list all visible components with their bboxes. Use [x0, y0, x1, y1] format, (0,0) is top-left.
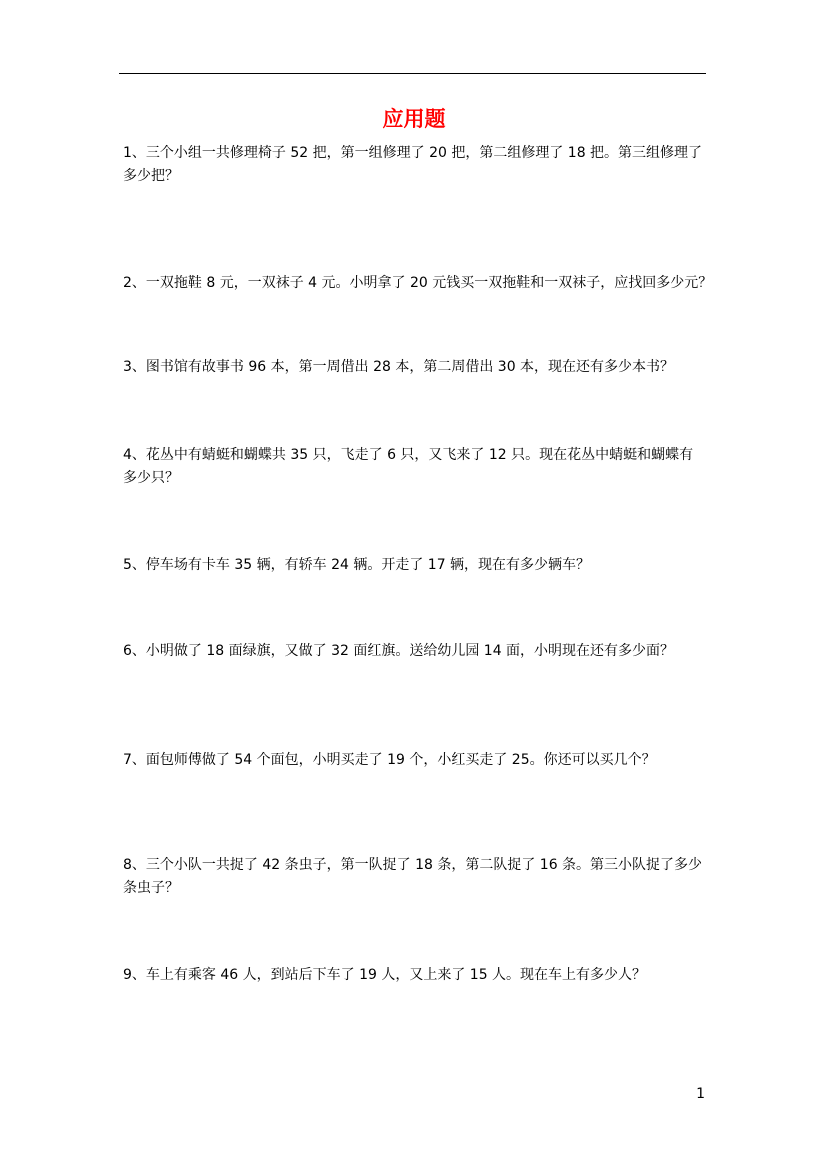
question-9	[123, 964, 723, 987]
page-number: 1	[696, 1086, 705, 1102]
question-2-line-1: 2、一双拖鞋 8 元，一双袜子 4 元。小明拿了 20 元钱买一双拖鞋和一双袜子，应找回多少元？	[123, 275, 713, 291]
question-9-line-1: 9、车上有乘客 46 人，到站后下车了 19 人，又上来了 15 人。现在车上有多少人？	[123, 967, 647, 983]
question-7-line-1: 7、面包师傅做了 54 个面包，小明买走了 19 个，小红买走了 25。你还可以买几个？	[123, 752, 656, 768]
header-divider-line	[119, 73, 706, 74]
question-2	[123, 272, 723, 295]
page-title: 应用题	[382, 107, 446, 131]
question-8-line-1: 8、三个小队一共捉了 42 条虫子，第一队捉了 18 条，第二队捉了 16 条。第三小队捉了多少	[123, 857, 703, 873]
question-1-line-1: 1、三个小组一共修理椅子 52 把，第一组修理了 20 把，第二组修理了 18 把。第三组修理了	[123, 145, 703, 161]
question-4	[123, 444, 723, 490]
question-4-line-2: 多少只？	[123, 470, 179, 486]
question-8-line-2: 条虫子？	[123, 880, 179, 896]
question-4-line-1: 4、花丛中有蜻蜓和蝴蝶共 35 只，飞走了 6 只，又飞来了 12 只。现在花丛中蜻蜓和蝴蝶有	[123, 447, 694, 463]
question-7	[123, 749, 723, 772]
question-3	[123, 356, 723, 379]
question-1-line-2: 多少把？	[123, 168, 179, 184]
question-8	[123, 854, 723, 900]
question-1	[123, 142, 723, 188]
question-5	[123, 554, 723, 577]
question-6-line-1: 6、小明做了 18 面绿旗，又做了 32 面红旗。送给幼儿园 14 面，小明现在还有多少面？	[123, 643, 675, 659]
question-6	[123, 640, 723, 663]
question-5-line-1: 5、停车场有卡车 35 辆，有轿车 24 辆。开走了 17 辆，现在有多少辆车？	[123, 557, 591, 573]
question-3-line-1: 3、图书馆有故事书 96 本，第一周借出 28 本，第二周借出 30 本，现在还有多少本书？	[123, 359, 675, 375]
